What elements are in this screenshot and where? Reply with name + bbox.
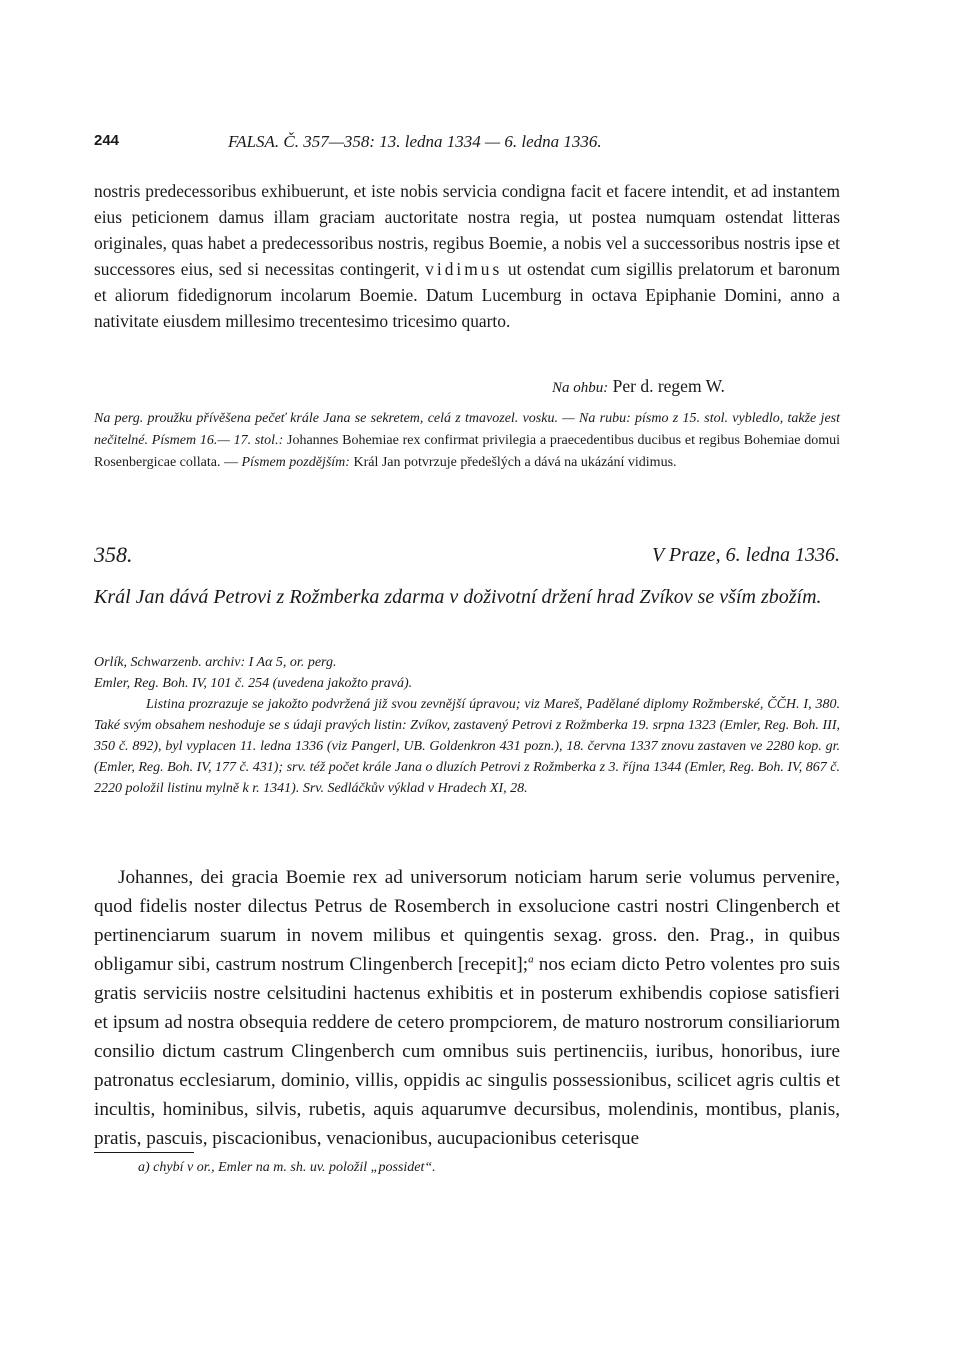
doc-358-text-part1: Johannes, dei gracia Boemie rex ad universorum noticiam harum serie volumus pervenire, quod fidelis noster dilectus Petrus de Rosemberch in exsolucione castri nostri Clingenberch et pertinenciarum suarum in novem milibus et quingentis sexag. gross. den. Prag., in quibus obligamur sibi, castrum nostrum Clingenberch [recepit]; bbox=[94, 867, 840, 975]
page-header bbox=[94, 132, 840, 156]
note-italic-2: Písmem pozdějším: bbox=[241, 455, 350, 470]
doc-357-text-part2: ut ostendat cum sigillis prelatorum et baronum et aliorum fidedignorum incolarum Boemie. Datum Lucemburg in octava Epiphanie Domini, anno a nativitate eiusdem millesimo trecentesimo tricesimo quarto. bbox=[94, 259, 840, 331]
doc-357-text-part1: nostris predecessoribus exhibuerunt, et iste nobis servicia condigna facit et facere intendit, et ad instantem eius peticionem damus illam graciam auctoritate nostra regia, ut postea numquam ostendat litteras originales, quas habet a predecessoribus nostris, regibus Boemie, a nobis vel a successoribus nostris ipse et successores eius, sed si necessitas contingerit, bbox=[94, 181, 840, 279]
doc-357-note bbox=[94, 408, 840, 474]
doc-358-number: 358. bbox=[94, 542, 133, 567]
endorsement-label: Na ohbu: bbox=[552, 380, 609, 396]
running-title: FALSA. Č. 357—358: 13. ledna 1334 — 6. ledna 1336. bbox=[228, 132, 602, 151]
source-line: Orlík, Schwarzenb. archiv: I Aα 5, or. perg. bbox=[94, 655, 337, 670]
doc-357-text-spaced: vidimus bbox=[425, 259, 503, 279]
doc-358-text-part2: nos eciam dicto Petro volentes pro suis gratis serviciis nostre celsitudini hactenus exhibitis et in posterum exhibendis copiose satisfieri et ipsum ad nostra obsequia reddere de cetero prompciorem, de maturo nostrorum consiliariorum consilio dictum castrum Clingenberch cum omnibus suis pertinenciis, iuribus, honoribus, iure patronatus ecclesiarum, dominio, villis, oppidis ac singulis possessionibus, scilicet agris cultis et incultis, hominibus, silvis, rubetis, aquis aquarumve decursibus, molendinis, montibus, planis, pratis, pascuis, piscacionibus, venacionibus, aucupacionibus ceterisque bbox=[94, 954, 840, 1149]
doc-357-text bbox=[94, 178, 840, 334]
endorsement-text: Per d. regem W. bbox=[612, 376, 725, 396]
note-roman-1: Johannes Bohemiae rex confirmat privilegia a praecedentibus ducibus et regibus Bohemiae domui Rosenbergicae collata. — bbox=[94, 433, 841, 470]
doc-358-regest bbox=[94, 584, 840, 610]
footnote: a) chybí v or., Emler na m. sh. uv. položil „possidet“. bbox=[138, 1160, 436, 1175]
regest-text: Král Jan dává Petrovi z Rožmberka zdarma v doživotní držení hrad Zvíkov se vším zbožím. bbox=[94, 586, 822, 608]
note-italic-1: Na perg. proužku přívěšena pečeť krále Jana se sekretem, celá z tmavozel. vosku. — Na rubu: písmo z 15. stol. vybledlo, takže jest nečitelné. Písmem 16.— 17. stol.: bbox=[94, 411, 840, 448]
source-commentary: Listina prozrazuje se jakožto podvržená již svou zevnější úpravou; viz Mareš, Padělané diplomy Rožmberské, ČČH. I, 380. Také svým obsahem neshoduje se s údaji pravých listin: Zvíkov, zastavený Petrovi z Rožmberka 19. srpna 1323 (Emler, Reg. Boh. III, 350 č. 892), byl vyplacen 11. ledna 1336 (viz Pangerl, UB. Goldenkron 431 pozn.), 18. června 1337 znovu zastaven ve 2280 kop. gr. (Emler, Reg. Boh. IV, 177 č. 431); srv. též počet krále Jana o dluzích Petrovi z Rožmberka z 3. října 1344 (Emler, Reg. Boh. IV, 867 č. 2220 položil listinu mylně k r. 1341). Srv. Sedláčkův výklad v Hradech XI, 28. bbox=[94, 697, 841, 796]
footnote-mark: a bbox=[528, 953, 534, 966]
page-number: 244 bbox=[94, 132, 120, 149]
note-roman-2: Král Jan potvrzuje předešlých a dává na ukázání vidimus. bbox=[353, 455, 677, 470]
endorsement bbox=[552, 376, 725, 397]
footnote-rule bbox=[94, 1152, 194, 1153]
doc-358-place-date: V Praze, 6. ledna 1336. bbox=[652, 544, 840, 566]
source-line: Emler, Reg. Boh. IV, 101 č. 254 (uvedena jakožto pravá). bbox=[94, 676, 413, 691]
doc-358-text bbox=[94, 863, 840, 1153]
doc-358-sources bbox=[94, 652, 840, 799]
